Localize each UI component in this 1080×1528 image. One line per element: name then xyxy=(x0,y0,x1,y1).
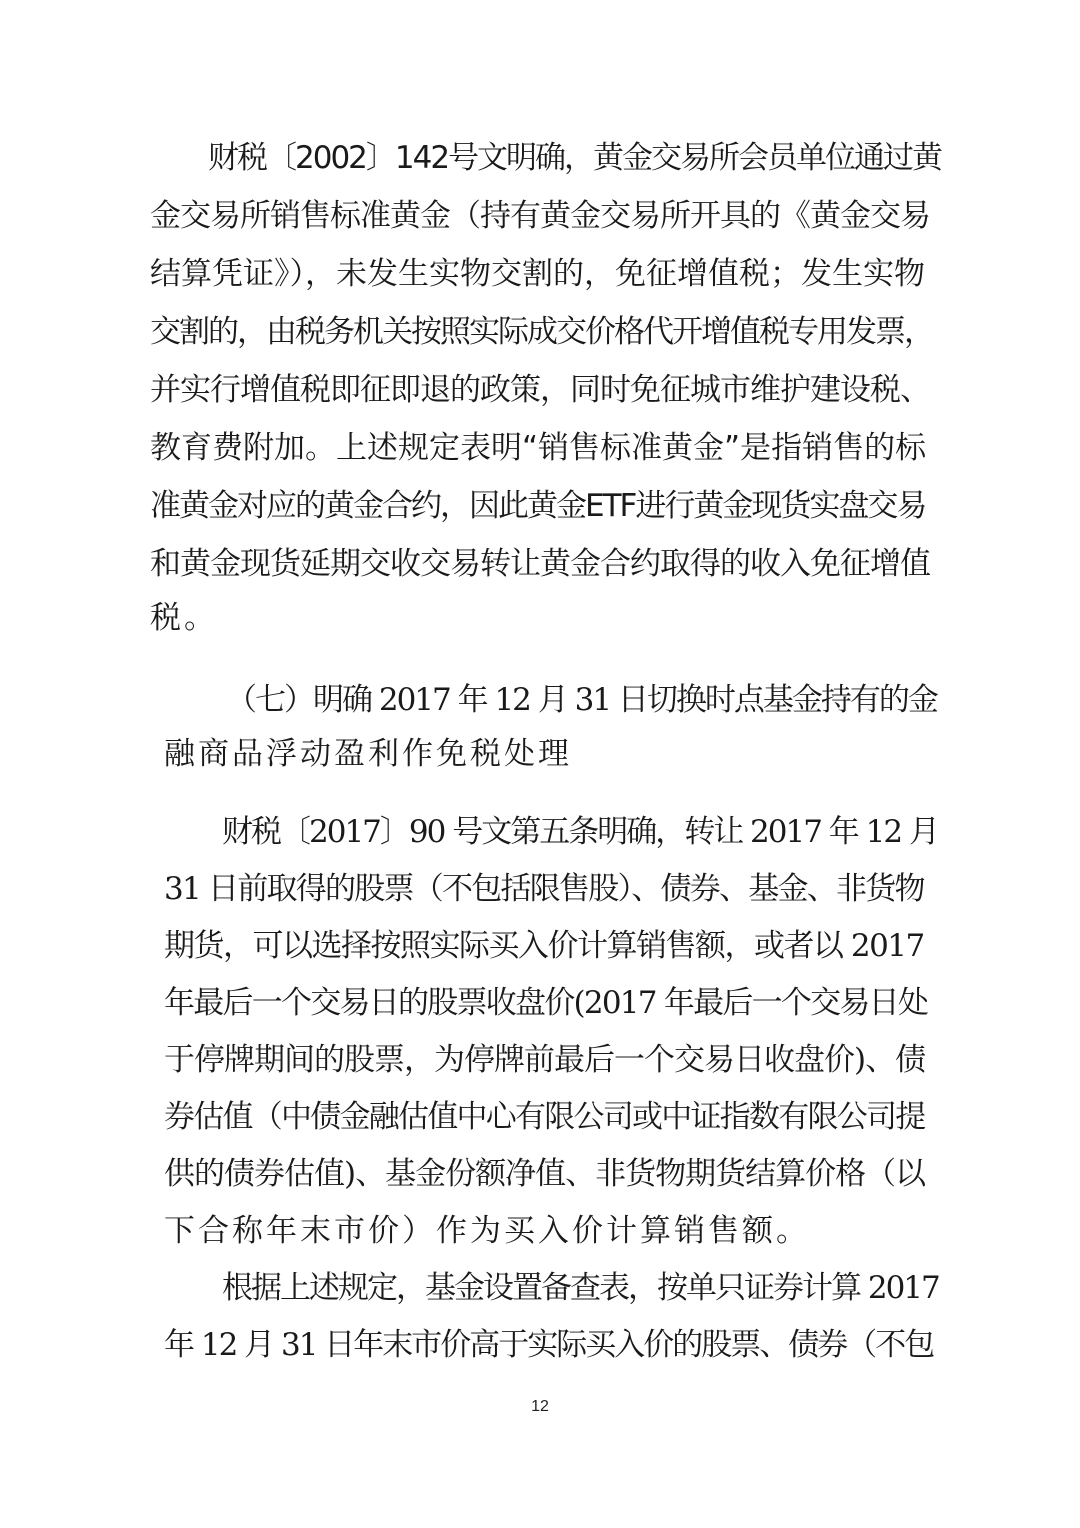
text-line: 交割的，由税务机关按照实际成交价格代开增值税专用发票， xyxy=(150,314,933,350)
text-line: 年最后一个交易日的股票收盘价(2017 年最后一个交易日处 xyxy=(164,985,928,1021)
heading-line: （七）明确 2017 年 12 月 31 日切换时点基金持有的金 xyxy=(226,682,937,718)
text-line: 年 12 月 31 日年末市价高于实际买入价的股票、债券（不包 xyxy=(164,1327,934,1363)
text-line: 期货，可以选择按照实际买入价计算销售额，或者以 2017 xyxy=(164,928,924,964)
text-line: 供的债券估值)、基金份额净值、非货物期货结算价格（以 xyxy=(164,1156,926,1192)
text-line: 财税〔2002〕142号文明确，黄金交易所会员单位通过黄 xyxy=(208,140,942,176)
text-line: 根据上述规定，基金设置备查表，按单只证券计算 2017 xyxy=(222,1270,939,1306)
page-number: 12 xyxy=(531,1398,549,1415)
text-line: 31 日前取得的股票（不包括限售股）、债券、基金、非货物 xyxy=(164,871,924,907)
text-line: 准黄金对应的黄金合约，因此黄金ETF进行黄金现货实盘交易 xyxy=(150,488,926,524)
text-line: 于停牌期间的股票，为停牌前最后一个交易日收盘价)、债 xyxy=(164,1042,926,1078)
text-line: 和黄金现货延期交收交易转让黄金合约取得的收入免征增值 xyxy=(150,546,930,582)
text-line: 结算凭证》），未发生实物交割的，免征增值税；发生实物 xyxy=(150,256,925,292)
text-line: 税。 xyxy=(150,600,218,636)
text-line: 金交易所销售标准黄金（持有黄金交易所开具的《黄金交易 xyxy=(150,198,930,234)
heading-line: 融商品浮动盈利作免税处理 xyxy=(164,736,572,772)
text-line: 财税〔2017〕90 号文第五条明确，转让 2017 年 12 月 xyxy=(222,814,938,850)
text-line: 并实行增值税即征即退的政策，同时免征城市维护建设税、 xyxy=(150,372,930,408)
text-line: 下合称年末市价）作为买入价计算销售额。 xyxy=(164,1213,810,1249)
text-line: 券估值（中债金融估值中心有限公司或中证指数有限公司提 xyxy=(164,1099,925,1135)
text-line: 教育费附加。上述规定表明“销售标准黄金”是指销售的标 xyxy=(150,430,927,466)
